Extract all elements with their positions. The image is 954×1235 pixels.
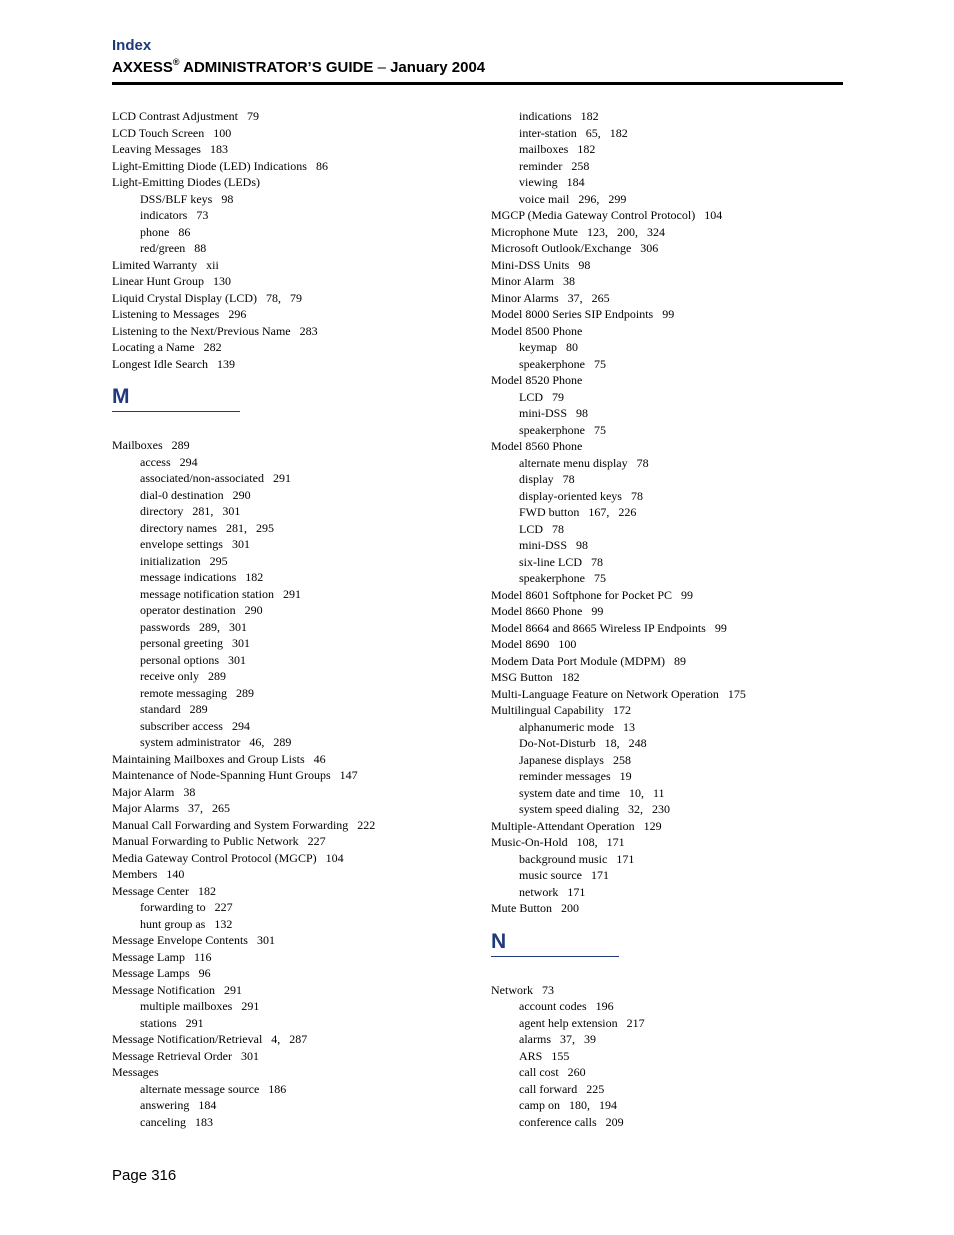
index-entry: Model 8500 Phone xyxy=(491,323,583,338)
index-subentry: phone 86 xyxy=(140,224,191,239)
index-entry: Mini-DSS Units 98 xyxy=(491,257,591,272)
index-subentry: LCD 79 xyxy=(519,389,564,404)
index-subentry: multiple mailboxes 291 xyxy=(140,999,260,1013)
index-subentry: voice mail 296, 299 xyxy=(519,191,627,206)
index-subentry: answering 184 xyxy=(140,1098,217,1112)
index-subentry: standard 289 xyxy=(140,702,208,716)
letter-rule-m xyxy=(112,411,240,412)
letter-heading-m: M xyxy=(112,385,130,408)
entries-l-group xyxy=(112,108,472,372)
index-subentry: display-oriented keys 78 xyxy=(519,488,643,503)
index-entry: Message Lamp 116 xyxy=(112,949,212,964)
index-entry: Maintenance of Node-Spanning Hunt Groups 147 xyxy=(112,768,358,782)
index-subentry: speakerphone 75 xyxy=(519,571,606,585)
index-subentry: conference calls 209 xyxy=(519,1114,624,1129)
index-entry: Linear Hunt Group 130 xyxy=(112,274,231,288)
entries-m-group-left xyxy=(112,437,472,1130)
index-entry: Listening to the Next/Previous Name 283 xyxy=(112,323,318,338)
letter-heading-n: N xyxy=(491,929,507,953)
index-subentry: speakerphone 75 xyxy=(519,422,606,437)
index-subentry: receive only 289 xyxy=(140,669,226,683)
index-subentry: directory 281, 301 xyxy=(140,504,241,518)
index-subentry: alphanumeric mode 13 xyxy=(519,719,635,734)
index-entry: Message Notification/Retrieval 4, 287 xyxy=(112,1032,308,1046)
index-subentry: red/green 88 xyxy=(140,241,207,255)
index-subentry: ARS 155 xyxy=(519,1048,570,1063)
index-entry: Microphone Mute 123, 200, 324 xyxy=(491,224,665,239)
index-subentry: viewing 184 xyxy=(519,175,585,189)
index-subentry: camp on 180, 194 xyxy=(519,1098,617,1112)
index-subentry: Japanese displays 258 xyxy=(519,752,631,767)
entries-m-group-right xyxy=(491,108,843,917)
index-subentry: personal options 301 xyxy=(140,652,246,667)
index-subentry: system speed dialing 32, 230 xyxy=(519,802,670,816)
index-subentry: speakerphone 75 xyxy=(519,356,606,371)
index-entry: Light-Emitting Diode (LED) Indications 86 xyxy=(112,158,328,173)
letter-rule-n xyxy=(491,956,619,957)
index-entry: Model 8601 Softphone for Pocket PC 99 xyxy=(491,587,693,602)
index-entry: Liquid Crystal Display (LCD) 78, 79 xyxy=(112,290,302,305)
index-entry: MGCP (Media Gateway Control Protocol) 104 xyxy=(491,208,723,222)
index-entry: Maintaining Mailboxes and Group Lists 46 xyxy=(112,751,326,766)
index-entry: Minor Alarms 37, 265 xyxy=(491,290,610,305)
index-subentry: system administrator 46, 289 xyxy=(140,735,292,749)
index-column-left xyxy=(112,108,472,1130)
index-subentry: message notification station 291 xyxy=(140,586,301,601)
index-entry: LCD Contrast Adjustment 79 xyxy=(112,109,259,123)
index-entry: Model 8000 Series SIP Endpoints 99 xyxy=(491,307,675,321)
index-subentry: operator destination 290 xyxy=(140,603,263,617)
section-title: Index xyxy=(112,37,152,54)
registered-mark: ® xyxy=(172,57,180,67)
index-entry: Messages xyxy=(112,1065,159,1079)
index-column-right xyxy=(491,108,843,1130)
index-subentry: message indications 182 xyxy=(140,570,264,584)
header-rule xyxy=(112,82,843,85)
index-subentry: canceling 183 xyxy=(140,1114,213,1129)
index-subentry: reminder messages 19 xyxy=(519,769,632,783)
index-entry: Mute Button 200 xyxy=(491,901,580,915)
index-subentry: indicators 73 xyxy=(140,208,209,222)
index-entry: Model 8520 Phone xyxy=(491,373,583,387)
index-entry: Message Notification 291 xyxy=(112,982,242,997)
index-subentry: six-line LCD 78 xyxy=(519,554,603,569)
index-subentry: subscriber access 294 xyxy=(140,718,250,733)
index-entry: Model 8690 100 xyxy=(491,637,577,651)
index-subentry: envelope settings 301 xyxy=(140,537,250,551)
guide-date: January 2004 xyxy=(385,59,486,76)
index-subentry: DSS/BLF keys 98 xyxy=(140,191,234,206)
index-entry: Message Center 182 xyxy=(112,883,216,898)
index-entry: Media Gateway Control Protocol (MGCP) 104 xyxy=(112,850,344,865)
index-subentry: keymap 80 xyxy=(519,340,578,354)
index-subentry: mini-DSS 98 xyxy=(519,538,589,552)
brand-name: AXXESS xyxy=(112,59,173,76)
page-number: Page 316 xyxy=(112,1167,177,1184)
index-entry: Network 73 xyxy=(491,982,554,997)
index-subentry: inter-station 65, 182 xyxy=(519,125,628,140)
index-entry: Multiple-Attendant Operation 129 xyxy=(491,818,662,833)
index-entry: Longest Idle Search 139 xyxy=(112,356,235,371)
index-entry: Major Alarm 38 xyxy=(112,784,196,799)
index-entry: MSG Button 182 xyxy=(491,670,580,684)
index-subentry: call cost 260 xyxy=(519,1065,586,1079)
index-subentry: stations 291 xyxy=(140,1015,204,1030)
index-subentry: alternate message source 186 xyxy=(140,1081,287,1096)
index-entry: Multilingual Capability 172 xyxy=(491,703,631,717)
index-subentry: personal greeting 301 xyxy=(140,636,250,650)
index-subentry: associated/non-associated 291 xyxy=(140,471,291,485)
index-subentry: reminder 258 xyxy=(519,158,590,173)
index-subentry: forwarding to 227 xyxy=(140,900,233,914)
index-subentry: music source 171 xyxy=(519,868,609,882)
index-subentry: dial-0 destination 290 xyxy=(140,487,251,502)
index-entry: Listening to Messages 296 xyxy=(112,307,247,321)
index-entry: Multi-Language Feature on Network Operation 175 xyxy=(491,686,746,701)
index-subentry: Do-Not-Disturb 18, 248 xyxy=(519,736,647,750)
index-entry: Light-Emitting Diodes (LEDs) xyxy=(112,175,260,189)
index-entry: Limited Warranty xii xyxy=(112,257,219,272)
index-subentry: initialization 295 xyxy=(140,553,228,568)
index-subentry: system date and time 10, 11 xyxy=(519,785,665,800)
index-entry: Model 8560 Phone xyxy=(491,439,583,453)
index-subentry: passwords 289, 301 xyxy=(140,619,247,634)
index-entry: Members 140 xyxy=(112,867,185,881)
index-subentry: mini-DSS 98 xyxy=(519,406,589,420)
guide-name: ADMINISTRATOR’S GUIDE xyxy=(179,59,378,76)
index-subentry: call forward 225 xyxy=(519,1081,605,1096)
index-entry: Manual Forwarding to Public Network 227 xyxy=(112,834,326,848)
index-entry: Model 8664 and 8665 Wireless IP Endpoints 99 xyxy=(491,620,727,635)
index-entry: Music-On-Hold 108, 171 xyxy=(491,835,625,849)
title-dash: – xyxy=(377,59,386,76)
index-subentry: mailboxes 182 xyxy=(519,142,596,156)
index-entry: Mailboxes 289 xyxy=(112,438,190,452)
index-subentry: hunt group as 132 xyxy=(140,916,233,931)
index-entry: Message Lamps 96 xyxy=(112,966,211,980)
index-entry: Model 8660 Phone 99 xyxy=(491,604,604,618)
index-subentry: agent help extension 217 xyxy=(519,1015,645,1030)
index-entry: Microsoft Outlook/Exchange 306 xyxy=(491,241,659,255)
index-subentry: alternate menu display 78 xyxy=(519,455,649,470)
index-entry: Modem Data Port Module (MDPM) 89 xyxy=(491,653,686,668)
index-entry: Leaving Messages 183 xyxy=(112,142,228,156)
guide-title xyxy=(112,59,485,76)
index-subentry: directory names 281, 295 xyxy=(140,520,274,535)
index-subentry: network 171 xyxy=(519,884,586,899)
index-entry: Message Envelope Contents 301 xyxy=(112,933,275,947)
index-entry: Message Retrieval Order 301 xyxy=(112,1048,259,1063)
index-subentry: LCD 78 xyxy=(519,521,564,536)
index-subentry: account codes 196 xyxy=(519,999,614,1013)
index-subentry: background music 171 xyxy=(519,851,635,866)
index-subentry: remote messaging 289 xyxy=(140,685,254,700)
entries-n-group xyxy=(491,982,843,1131)
index-subentry: alarms 37, 39 xyxy=(519,1032,596,1046)
index-subentry: FWD button 167, 226 xyxy=(519,505,637,519)
index-subentry: indications 182 xyxy=(519,109,599,123)
index-entry: Major Alarms 37, 265 xyxy=(112,801,230,815)
index-entry: Locating a Name 282 xyxy=(112,340,222,354)
index-entry: Manual Call Forwarding and System Forwarding 222 xyxy=(112,817,376,832)
index-entry: LCD Touch Screen 100 xyxy=(112,125,232,140)
index-entry: Minor Alarm 38 xyxy=(491,274,575,288)
index-subentry: access 294 xyxy=(140,454,198,469)
index-subentry: display 78 xyxy=(519,472,575,486)
